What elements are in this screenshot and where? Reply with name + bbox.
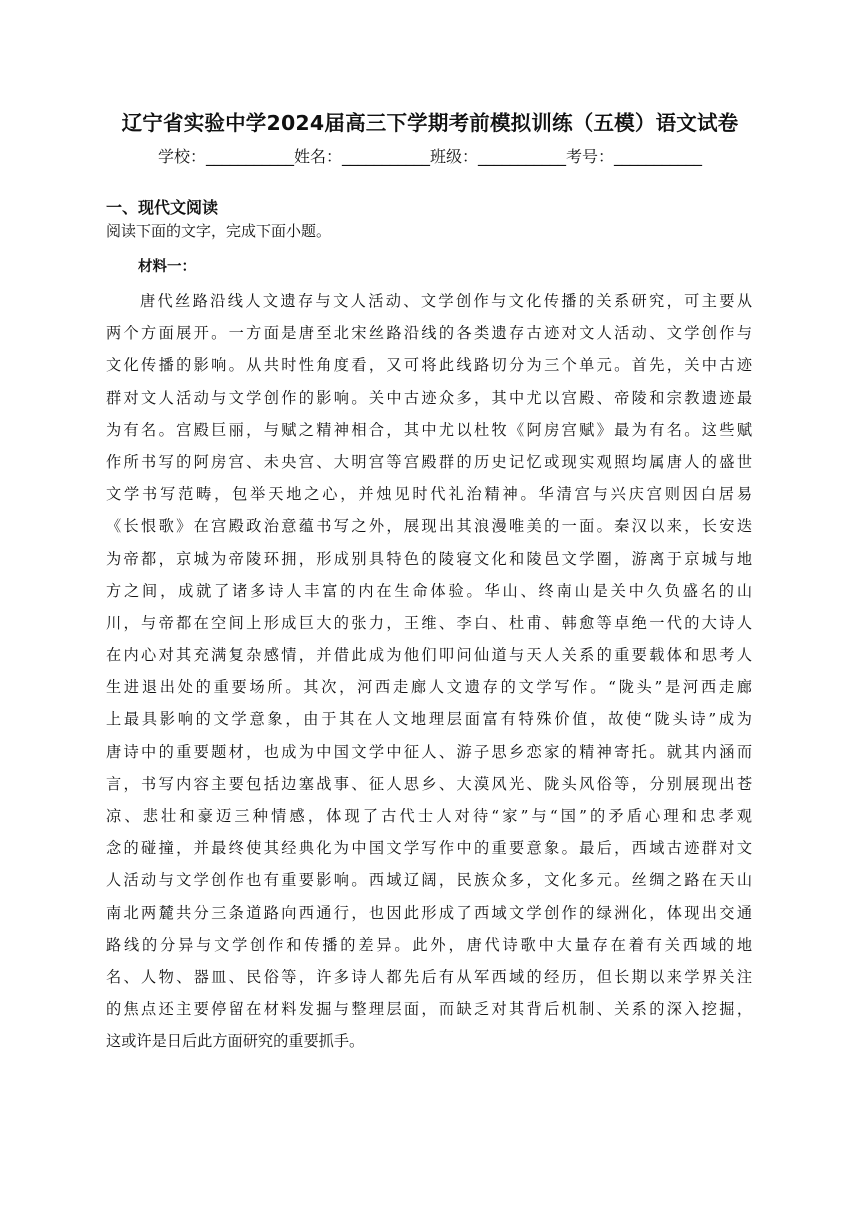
exam-title: 辽宁省实验中学2024届高三下学期考前模拟训练（五模）语文试卷 — [121, 111, 739, 135]
passage-line: 文学书写范畴，包举天地之心，并烛见时代礼治精神。华清宫与兴庆宫则因白居易 — [106, 485, 752, 504]
passage-line: 《长恨歌》在宫殿政治意蕴书写之外，展现出其浪漫唯美的一面。秦汉以来，长安迭 — [106, 517, 752, 536]
passage-line: 群对文人活动与文学创作的影响。关中古迹众多，其中尤以宫殿、帝陵和宗教遗迹最 — [106, 388, 752, 407]
passage-line: 这或许是日后此方面研究的重要抓手。 — [106, 1032, 365, 1051]
passage-line: 唐诗中的重要题材，也成为中国文学中征人、游子思乡恋家的精神寄托。就其内涵而 — [106, 742, 752, 761]
class-field: 班级：___________ — [430, 147, 567, 166]
passage-line: 生进退出处的重要场所。其次，河西走廊人文遗存的文学写作。“陇头”是河西走廊 — [106, 678, 752, 697]
name-field: 姓名：___________ — [293, 147, 430, 166]
student-info-line — [0, 145, 860, 169]
passage-line: 文化传播的影响。从共时性角度看，又可将此线路切分为三个单元。首先，关中古迹 — [106, 356, 752, 375]
passage-line: 念的碰撞，并最终使其经典化为中国文学写作中的重要意象。最后，西域古迹群对文 — [106, 839, 752, 858]
passage-line: 南北两麓共分三条道路向西通行，也因此形成了西域文学创作的绿洲化，体现出交通 — [106, 903, 752, 922]
reading-instruction: 阅读下面的文字，完成下面小题。 — [106, 222, 332, 240]
material-label: 材料一： — [138, 258, 196, 275]
passage-line: 的焦点还主要停留在材料发掘与整理层面，而缺乏对其背后机制、关系的深入挖掘， — [106, 1000, 752, 1019]
passage-line: 名、人物、器皿、民俗等，许多诗人都先后有从军西域的经历，但长期以来学界关注 — [106, 967, 752, 986]
passage-line: 川，与帝都在空间上形成巨大的张力，王维、李白、杜甫、韩愈等卓绝一代的大诗人 — [106, 613, 752, 632]
passage-line: 为帝都，京城为帝陵环拥，形成别具特色的陵寝文化和陵邑文学圈，游离于京城与地 — [106, 549, 752, 568]
passage-line: 言，书写内容主要包括边塞战事、征人思乡、大漠风光、陇头风俗等，分别展现出苍 — [106, 774, 752, 793]
section-heading: 一、现代文阅读 — [106, 198, 219, 217]
passage-line: 上最具影响的文学意象，由于其在人文地理层面富有特殊价值，故使“陇头诗”成为 — [106, 710, 752, 729]
passage-line: 在内心对其充满复杂感情，并借此成为他们叩问仙道与天人关系的重要载体和思考人 — [106, 646, 752, 665]
passage-line: 人活动与文学创作也有重要影响。西域辽阔，民族众多，文化多元。丝绸之路在天山 — [106, 871, 752, 890]
passage-line: 作所书写的阿房宫、未央宫、大明宫等宫殿群的历史记忆或现实观照均属唐人的盛世 — [106, 452, 752, 471]
passage-line: 方之间，成就了诸多诗人丰富的内在生命体验。华山、终南山是关中久负盛名的山 — [106, 581, 752, 600]
passage-line: 唐代丝路沿线人文遗存与文人活动、文学创作与文化传播的关系研究，可主要从 — [140, 292, 752, 310]
school-field: 学校：___________ — [157, 147, 294, 166]
passage-line: 为有名。宫殿巨丽，与赋之精神相合，其中尤以杜牧《阿房宫赋》最为有名。这些赋 — [106, 420, 752, 439]
exam-number-field: 考号：___________ — [566, 147, 703, 166]
passage-line: 凉、悲壮和豪迈三种情感，体现了古代士人对待“家”与“国”的矛盾心理和忠孝观 — [106, 807, 752, 825]
passage-line: 两个方面展开。一方面是唐至北宋丝路沿线的各类遗存古迹对文人活动、文学创作与 — [106, 324, 752, 343]
reading-passage — [106, 285, 752, 1058]
passage-line: 路线的分异与文学创作和传播的差异。此外，唐代诗歌中大量存在着有关西域的地 — [106, 935, 752, 954]
